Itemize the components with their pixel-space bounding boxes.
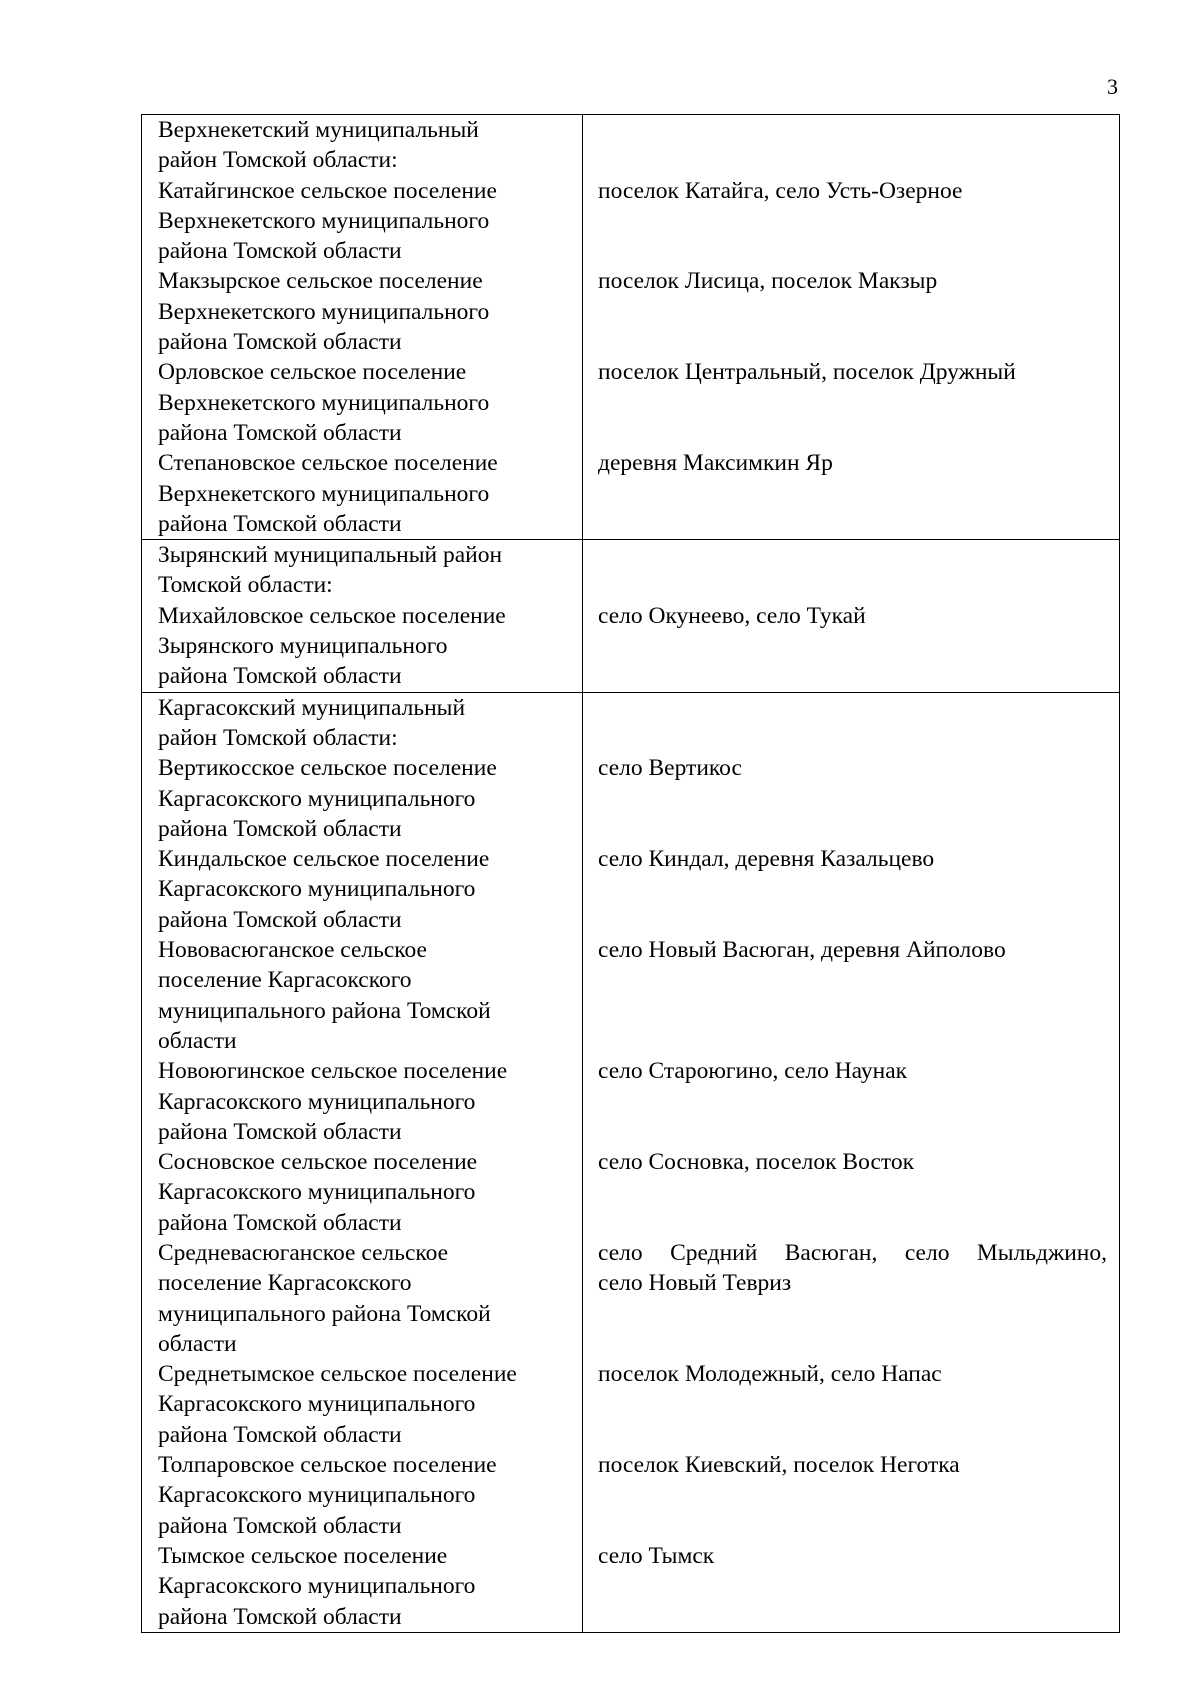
settlement-places <box>598 1056 1107 1147</box>
settlement-places <box>598 1541 1107 1632</box>
settlement-name-line: Каргасокского муниципального <box>158 785 476 812</box>
settlement-name-line: Макзырское сельское поселение <box>158 268 483 295</box>
settlement-name-line: района Томской области <box>158 815 402 842</box>
district-block <box>142 115 1119 540</box>
district-cell <box>142 115 583 539</box>
settlement-name-line: Верхнекетского муниципального <box>158 298 490 325</box>
settlement-name-line: района Томской области <box>158 663 402 690</box>
district-name-line: Верхнекетский муниципальный <box>158 117 479 143</box>
settlements-table <box>141 114 1120 1633</box>
district-name-line: Томской области: <box>158 572 333 599</box>
settlement-name-line: района Томской области <box>158 1209 402 1236</box>
settlement-places <box>598 844 1107 935</box>
settlement-places <box>598 448 1107 539</box>
settlement-places <box>598 1359 1107 1450</box>
spacer <box>598 145 1107 175</box>
settlement-name-line: Вертикосское сельское поселение <box>158 755 497 782</box>
district-cell <box>142 693 583 1632</box>
district-cell <box>142 540 583 691</box>
settlement-places <box>598 935 1107 1056</box>
settlement-name-line: Степановское сельское поселение <box>158 450 498 477</box>
settlement-places <box>598 1450 1107 1541</box>
settlement-name <box>158 1056 572 1147</box>
settlement-name <box>158 753 572 844</box>
settlement-name-line: Среднетымское сельское поселение <box>158 1361 517 1388</box>
settlement-name <box>158 1147 572 1238</box>
settlement-name <box>158 1450 572 1541</box>
settlement-name-line: Сосновское сельское поселение <box>158 1149 478 1176</box>
spacer <box>598 115 1107 145</box>
settlement-name-line: области <box>158 1027 237 1054</box>
settlement-places <box>598 266 1107 357</box>
settlement-name <box>158 935 572 1056</box>
settlement-places <box>598 753 1107 844</box>
places-cell <box>583 693 1119 1632</box>
district-block <box>142 693 1119 1633</box>
settlement-name-line: Верхнекетского муниципального <box>158 207 490 234</box>
places-line: поселок Киевский, поселок Неготка <box>598 1452 960 1479</box>
settlement-places <box>598 1147 1107 1238</box>
places-line: село Тымск <box>598 1542 715 1569</box>
settlement-name <box>158 448 572 539</box>
settlement-name-line: муниципального района Томской <box>158 997 491 1024</box>
places-line: поселок Центральный, поселок Дружный <box>598 359 1016 386</box>
settlement-name-line: района Томской области <box>158 329 402 356</box>
settlement-name-line: района Томской области <box>158 1118 402 1145</box>
settlement-places <box>598 176 1107 267</box>
places-line: село Киндал, деревня Казальцево <box>598 846 935 873</box>
settlement-name-line: Катайгинское сельское поселение <box>158 177 497 204</box>
settlement-name-line: района Томской области <box>158 419 402 446</box>
settlement-name-line: Киндальское сельское поселение <box>158 846 490 873</box>
settlement-places <box>598 1238 1107 1359</box>
settlement-name-line: района Томской области <box>158 1421 402 1448</box>
settlement-name-line: Новоюгинское сельское поселение <box>158 1058 508 1085</box>
settlement-name <box>158 844 572 935</box>
settlement-name <box>158 1238 572 1359</box>
district-name-line: Зырянский муниципальный район <box>158 542 503 569</box>
settlement-name-line: района Томской области <box>158 1512 402 1539</box>
spacer <box>598 723 1107 753</box>
settlement-name-line: Верхнекетского муниципального <box>158 389 490 416</box>
places-cell <box>583 540 1119 691</box>
settlement-name-line: Зырянского муниципального <box>158 633 448 660</box>
settlement-name-line: Орловское сельское поселение <box>158 359 467 386</box>
places-line: деревня Максимкин Яр <box>598 450 833 477</box>
page-number: 3 <box>1107 74 1118 99</box>
places-line: село Новый Васюган, деревня Айполово <box>598 937 1006 964</box>
settlement-name-line: района Томской области <box>158 510 402 537</box>
places-line: поселок Молодежный, село Напас <box>598 1361 942 1388</box>
places-line: село Староюгино, село Наунак <box>598 1058 908 1085</box>
spacer <box>598 570 1107 600</box>
settlement-name <box>158 1359 572 1450</box>
settlement-name-line: Каргасокского муниципального <box>158 1179 476 1206</box>
settlement-name-line: Каргасокского муниципального <box>158 876 476 903</box>
settlement-name-line: Каргасокского муниципального <box>158 1391 476 1418</box>
district-name-line: район Томской области: <box>158 147 398 174</box>
spacer <box>598 540 1107 570</box>
district-block <box>142 540 1119 692</box>
places-line: село Окунеево, село Тукай <box>598 602 866 629</box>
settlement-name <box>158 266 572 357</box>
settlement-name-line: Средневасюганское сельское <box>158 1239 449 1266</box>
places-line: село Новый Тевриз <box>598 1270 792 1297</box>
places-line: село Средний Васюган, село Мыльджино, <box>598 1239 1107 1266</box>
places-line: село Вертикос <box>598 755 742 782</box>
settlement-name-line: муниципального района Томской <box>158 1300 491 1327</box>
settlement-name <box>158 1541 572 1632</box>
district-name-line: район Томской области: <box>158 724 398 751</box>
district-name-line: Каргасокский муниципальный <box>158 694 466 721</box>
places-line: поселок Катайга, село Усть-Озерное <box>598 177 963 204</box>
settlement-name-line: поселение Каргасокского <box>158 1270 412 1297</box>
places-cell <box>583 115 1119 539</box>
settlement-name-line: области <box>158 1330 237 1357</box>
settlement-name-line: Каргасокского муниципального <box>158 1482 476 1509</box>
settlement-name-line: поселение Каргасокского <box>158 967 412 994</box>
places-line: село Сосновка, поселок Восток <box>598 1149 914 1176</box>
settlement-name <box>158 357 572 448</box>
settlement-name-line: Тымское сельское поселение <box>158 1542 448 1569</box>
settlement-name-line: района Томской области <box>158 906 402 933</box>
settlement-name-line: Нововасюганское сельское <box>158 937 427 964</box>
settlement-name-line: Верхнекетского муниципального <box>158 480 490 507</box>
settlement-name-line: Толпаровское сельское поселение <box>158 1452 497 1479</box>
spacer <box>598 693 1107 723</box>
settlement-places <box>598 357 1107 448</box>
settlement-name-line: района Томской области <box>158 238 402 265</box>
settlement-name-line: района Томской области <box>158 1603 402 1630</box>
settlement-places <box>598 601 1107 692</box>
settlement-name-line: Каргасокского муниципального <box>158 1573 476 1600</box>
settlement-name-line: Каргасокского муниципального <box>158 1088 476 1115</box>
settlement-name <box>158 601 572 692</box>
settlement-name <box>158 176 572 267</box>
settlement-name-line: Михайловское сельское поселение <box>158 602 506 629</box>
places-line: поселок Лисица, поселок Макзыр <box>598 268 938 295</box>
